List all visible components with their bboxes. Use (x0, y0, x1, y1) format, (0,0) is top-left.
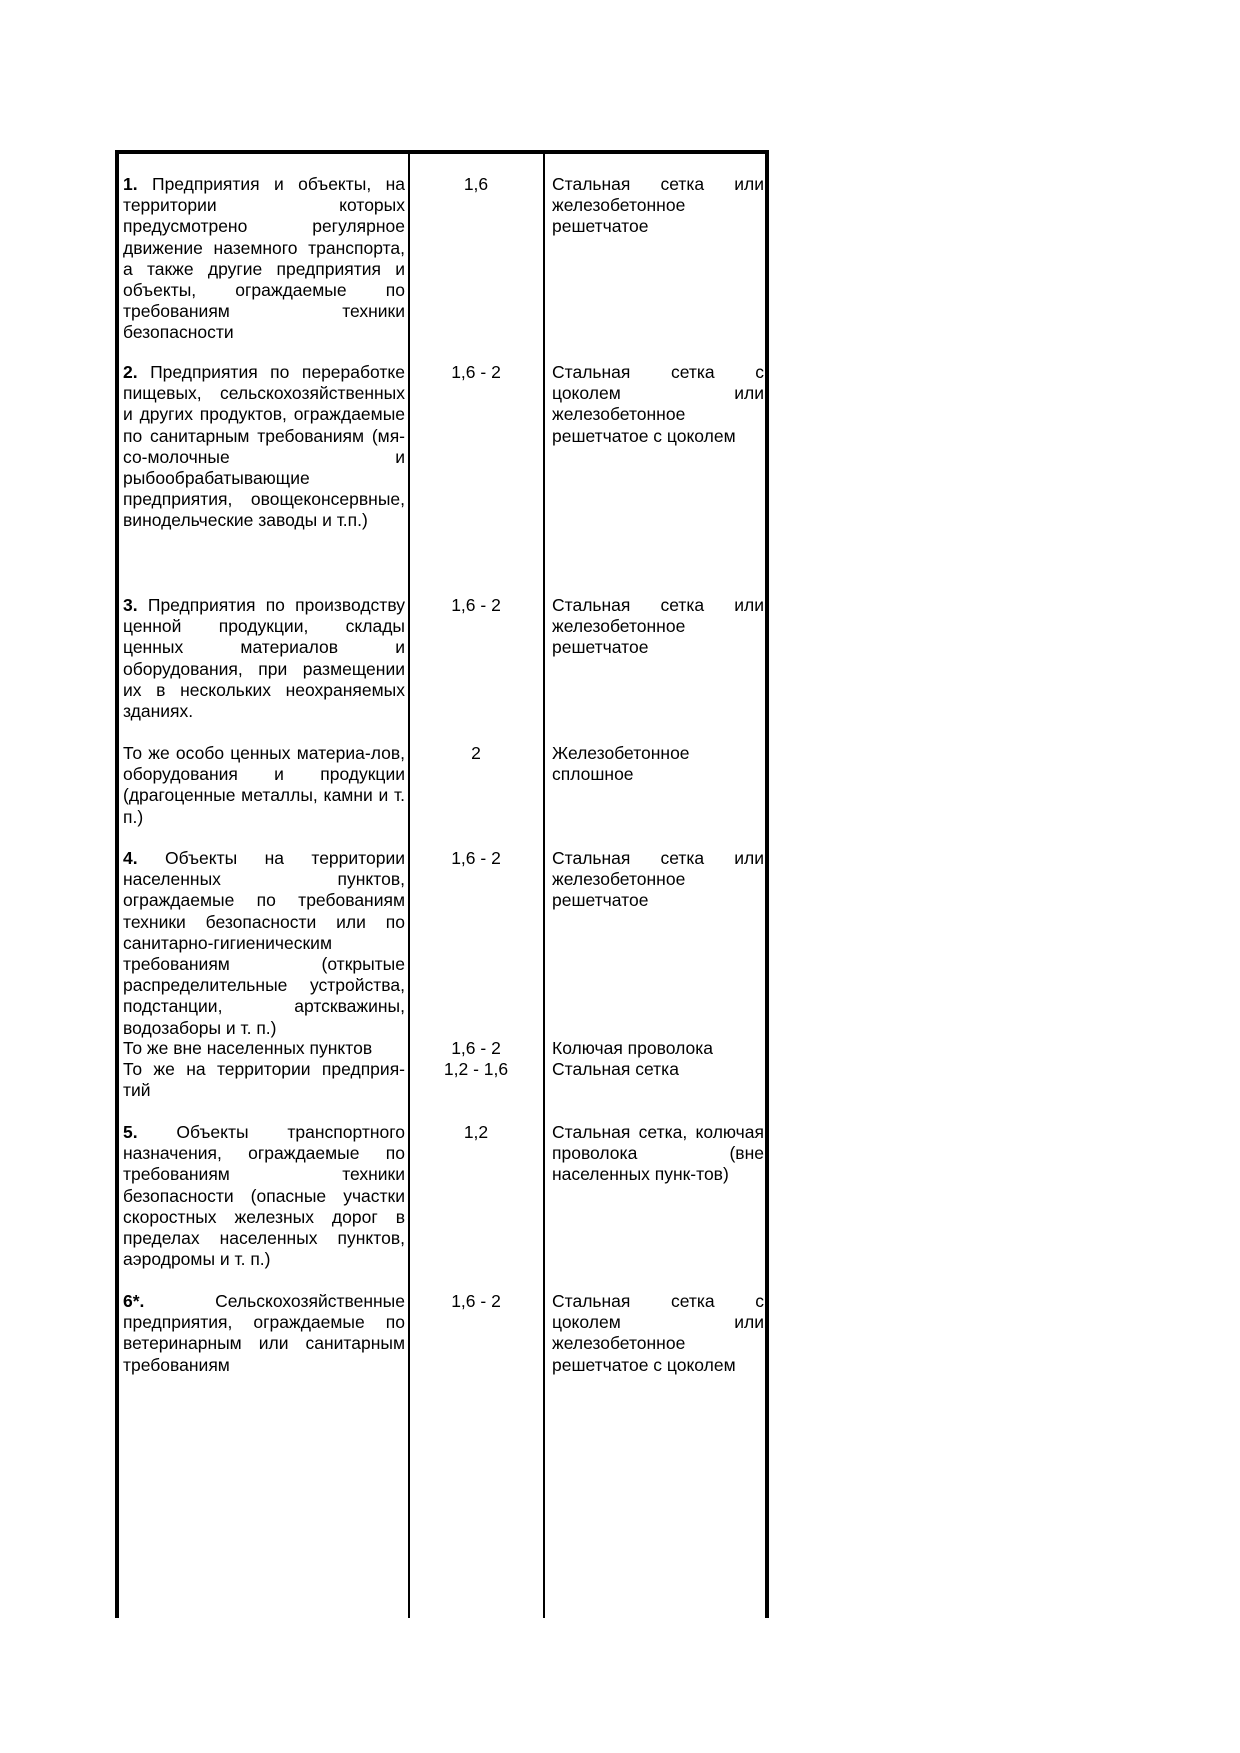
row-description (123, 848, 405, 1039)
fence-type: Стальная сетка, колючая проволока (вне населенных пунк-тов) (552, 1122, 764, 1185)
column-divider-1 (408, 150, 410, 1618)
row-description (123, 174, 405, 344)
row-desc-text: Предприятия по производству ценной продукции, склады ценных материалов и оборудования, при размещении их в нескольких неохраняемых зданиях. (123, 595, 405, 722)
fence-height: 1,6 - 2 (451, 362, 501, 382)
row-number: 4. (123, 848, 138, 868)
fence-type: Железобетонное сплошное (552, 743, 690, 785)
row-desc-text: Предприятия по переработке пищевых, сельскохозяйственных и других продуктов, ограждаемые по санитарным требованиям (мя-со-молочные и рыбообрабатывающие предприятия, овощеконсервные, винодельческие заводы и т.п.) (123, 362, 405, 531)
row-desc-text: Объекты транспортного назначения, ограждаемые по требованиям техники безопасности (опасные участки скоростных железных дорог в пределах населенных пунктов, аэродромы и т. п.) (123, 1122, 405, 1270)
row-description (123, 595, 405, 722)
fence-type: Стальная сетка с цоколем или железобетонное решетчатое с цоколем (552, 1291, 764, 1375)
row-number: 1. (123, 174, 138, 194)
fence-type: Стальная сетка или железобетонное решетчатое (552, 595, 764, 658)
fence-table (115, 150, 769, 1618)
row-desc-text: То же вне населенных пунктов (123, 1038, 373, 1058)
table-right-border (765, 150, 769, 1618)
row-desc-text: Сельскохозяйственные предприятия, ограждаемые по ветеринарным или санитарным требованиям (123, 1291, 405, 1375)
fence-height: 1,6 - 2 (451, 848, 501, 868)
row-description (123, 1122, 405, 1270)
fence-height: 1,2 (463, 1122, 489, 1142)
fence-type: Стальная сетка с цоколем или железобетонное решетчатое с цоколем (552, 362, 764, 446)
fence-type: Стальная сетка или железобетонное решетчатое (552, 174, 764, 237)
fence-height: 1,6 - 2 (451, 1038, 501, 1058)
row-number: 5. (123, 1122, 138, 1142)
row-number: 2. (123, 362, 138, 382)
table-left-border (115, 150, 119, 1618)
fence-type: Стальная сетка или железобетонное решетчатое (552, 848, 764, 911)
row-description (123, 362, 405, 532)
fence-height: 1,6 (463, 174, 489, 194)
table-top-border (115, 150, 769, 154)
row-desc-text: То же особо ценных материа-лов, оборудования и продукции (драгоценные металлы, камни и т. п.) (123, 743, 405, 827)
column-divider-2 (543, 150, 545, 1618)
fence-type: Стальная сетка (552, 1059, 679, 1079)
row-desc-text: То же на территории предприя-тий (123, 1059, 405, 1101)
row-description (123, 1291, 405, 1376)
fence-height: 1,6 - 2 (451, 595, 501, 615)
fence-height: 1,6 - 2 (451, 1291, 501, 1311)
row-number: 3. (123, 595, 138, 615)
row-desc-text: Предприятия и объекты, на территории которых предусмотрено регулярное движение наземного транспорта, а также другие предприятия и объекты, ограждаемые по требованиям техники безопасности (123, 174, 405, 343)
row-desc-text: Объекты на территории населенных пунктов, ограждаемые по требованиям техники безопасности или по санитарно-гигиеническим требованиям (открытые распределительные устройства, подстанции, артскважины, водозаборы и т. п.) (123, 848, 405, 1038)
row-number: 6*. (123, 1291, 145, 1311)
fence-height: 2 (471, 743, 481, 763)
fence-type: Колючая проволока (552, 1038, 713, 1058)
fence-height: 1,2 - 1,6 (443, 1059, 509, 1079)
